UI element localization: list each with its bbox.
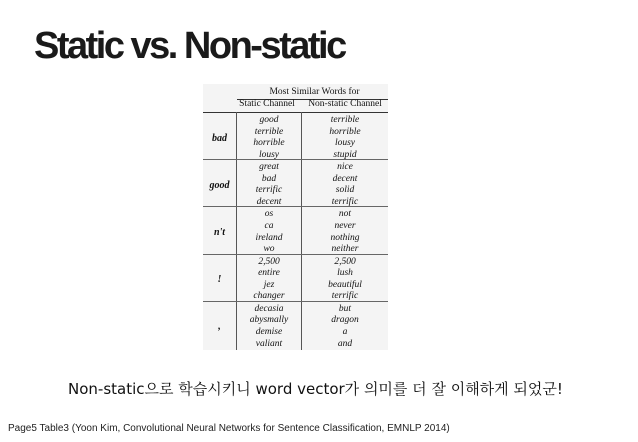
nonstatic-word-cell: 2,500 (334, 256, 356, 267)
static-word-cell: decent (256, 196, 282, 207)
row-query-word: , (218, 321, 221, 333)
nonstatic-word-cell: nice (337, 162, 353, 173)
nonstatic-word-cell: not (338, 209, 352, 220)
row-query-word: bad (212, 132, 227, 144)
slide-caption: Non-static으로 학습시키니 word vector가 의미를 더 잘 이해하게 되었군! (68, 380, 563, 398)
table-row (203, 303, 388, 351)
row-query-word: n't (213, 226, 226, 238)
nonstatic-word-cell: terrific (331, 196, 359, 207)
static-word-cell: os (264, 209, 274, 220)
static-word-cell: demise (255, 326, 283, 337)
nonstatic-word-cell: decent (332, 173, 358, 184)
row-query-word: good (209, 179, 230, 191)
static-word-cell: valiant (255, 338, 283, 349)
nonstatic-word-cell: dragon (331, 315, 359, 326)
static-word-cell: changer (253, 291, 285, 302)
nonstatic-word-cell: and (337, 338, 353, 349)
static-word-cell: ca (264, 220, 274, 231)
static-word-cell: entire (258, 268, 280, 279)
nonstatic-word-cell: a (342, 326, 348, 337)
nonstatic-word-cell: stupid (333, 149, 357, 160)
static-word-cell: great (259, 162, 279, 173)
table-row (203, 161, 388, 209)
column-header-static: Static Channel (239, 99, 295, 109)
slide-title: Static vs. Non-static (34, 25, 345, 67)
nonstatic-word-cell: lush (337, 268, 353, 279)
table-row (203, 208, 388, 256)
row-separator (203, 206, 388, 207)
nonstatic-word-cell: lousy (334, 138, 356, 149)
column-header-nonstatic: Non-static Channel (308, 99, 382, 109)
table-row (203, 256, 388, 304)
similar-words-table (203, 84, 388, 350)
nonstatic-word-cell: terrific (331, 291, 359, 302)
nonstatic-word-cell: solid (335, 185, 355, 196)
nonstatic-word-cell: terrible (330, 115, 360, 125)
static-word-cell: 2,500 (258, 256, 280, 267)
row-separator (203, 254, 388, 255)
static-word-cell: wo (263, 244, 275, 255)
nonstatic-word-cell: horrible (329, 126, 361, 137)
table-header-title: Most Similar Words for (269, 87, 360, 97)
static-word-cell: ireland (255, 232, 283, 243)
table-row (203, 114, 388, 162)
nonstatic-word-cell: beautiful (328, 279, 362, 290)
static-word-cell: jez (263, 279, 275, 290)
static-word-cell: terrific (255, 185, 283, 196)
table-top-rule (203, 112, 388, 113)
citation-footnote: Page5 Table3 (Yoon Kim, Convolutional Neural Networks for Sentence Classification, EMNLP 2014) (8, 423, 450, 434)
static-word-cell: bad (261, 173, 277, 184)
static-word-cell: abysmally (249, 315, 289, 326)
static-word-cell: terrible (254, 126, 284, 137)
row-query-word: ! (217, 274, 222, 286)
nonstatic-word-cell: never (334, 220, 356, 231)
row-separator (203, 301, 388, 302)
static-word-cell: good (259, 115, 279, 125)
static-word-cell: lousy (258, 149, 280, 160)
nonstatic-word-cell: but (338, 303, 352, 314)
nonstatic-word-cell: neither (331, 244, 359, 255)
nonstatic-word-cell: nothing (330, 232, 360, 243)
static-word-cell: horrible (253, 138, 285, 149)
row-separator (203, 159, 388, 160)
static-word-cell: decasia (254, 303, 284, 314)
